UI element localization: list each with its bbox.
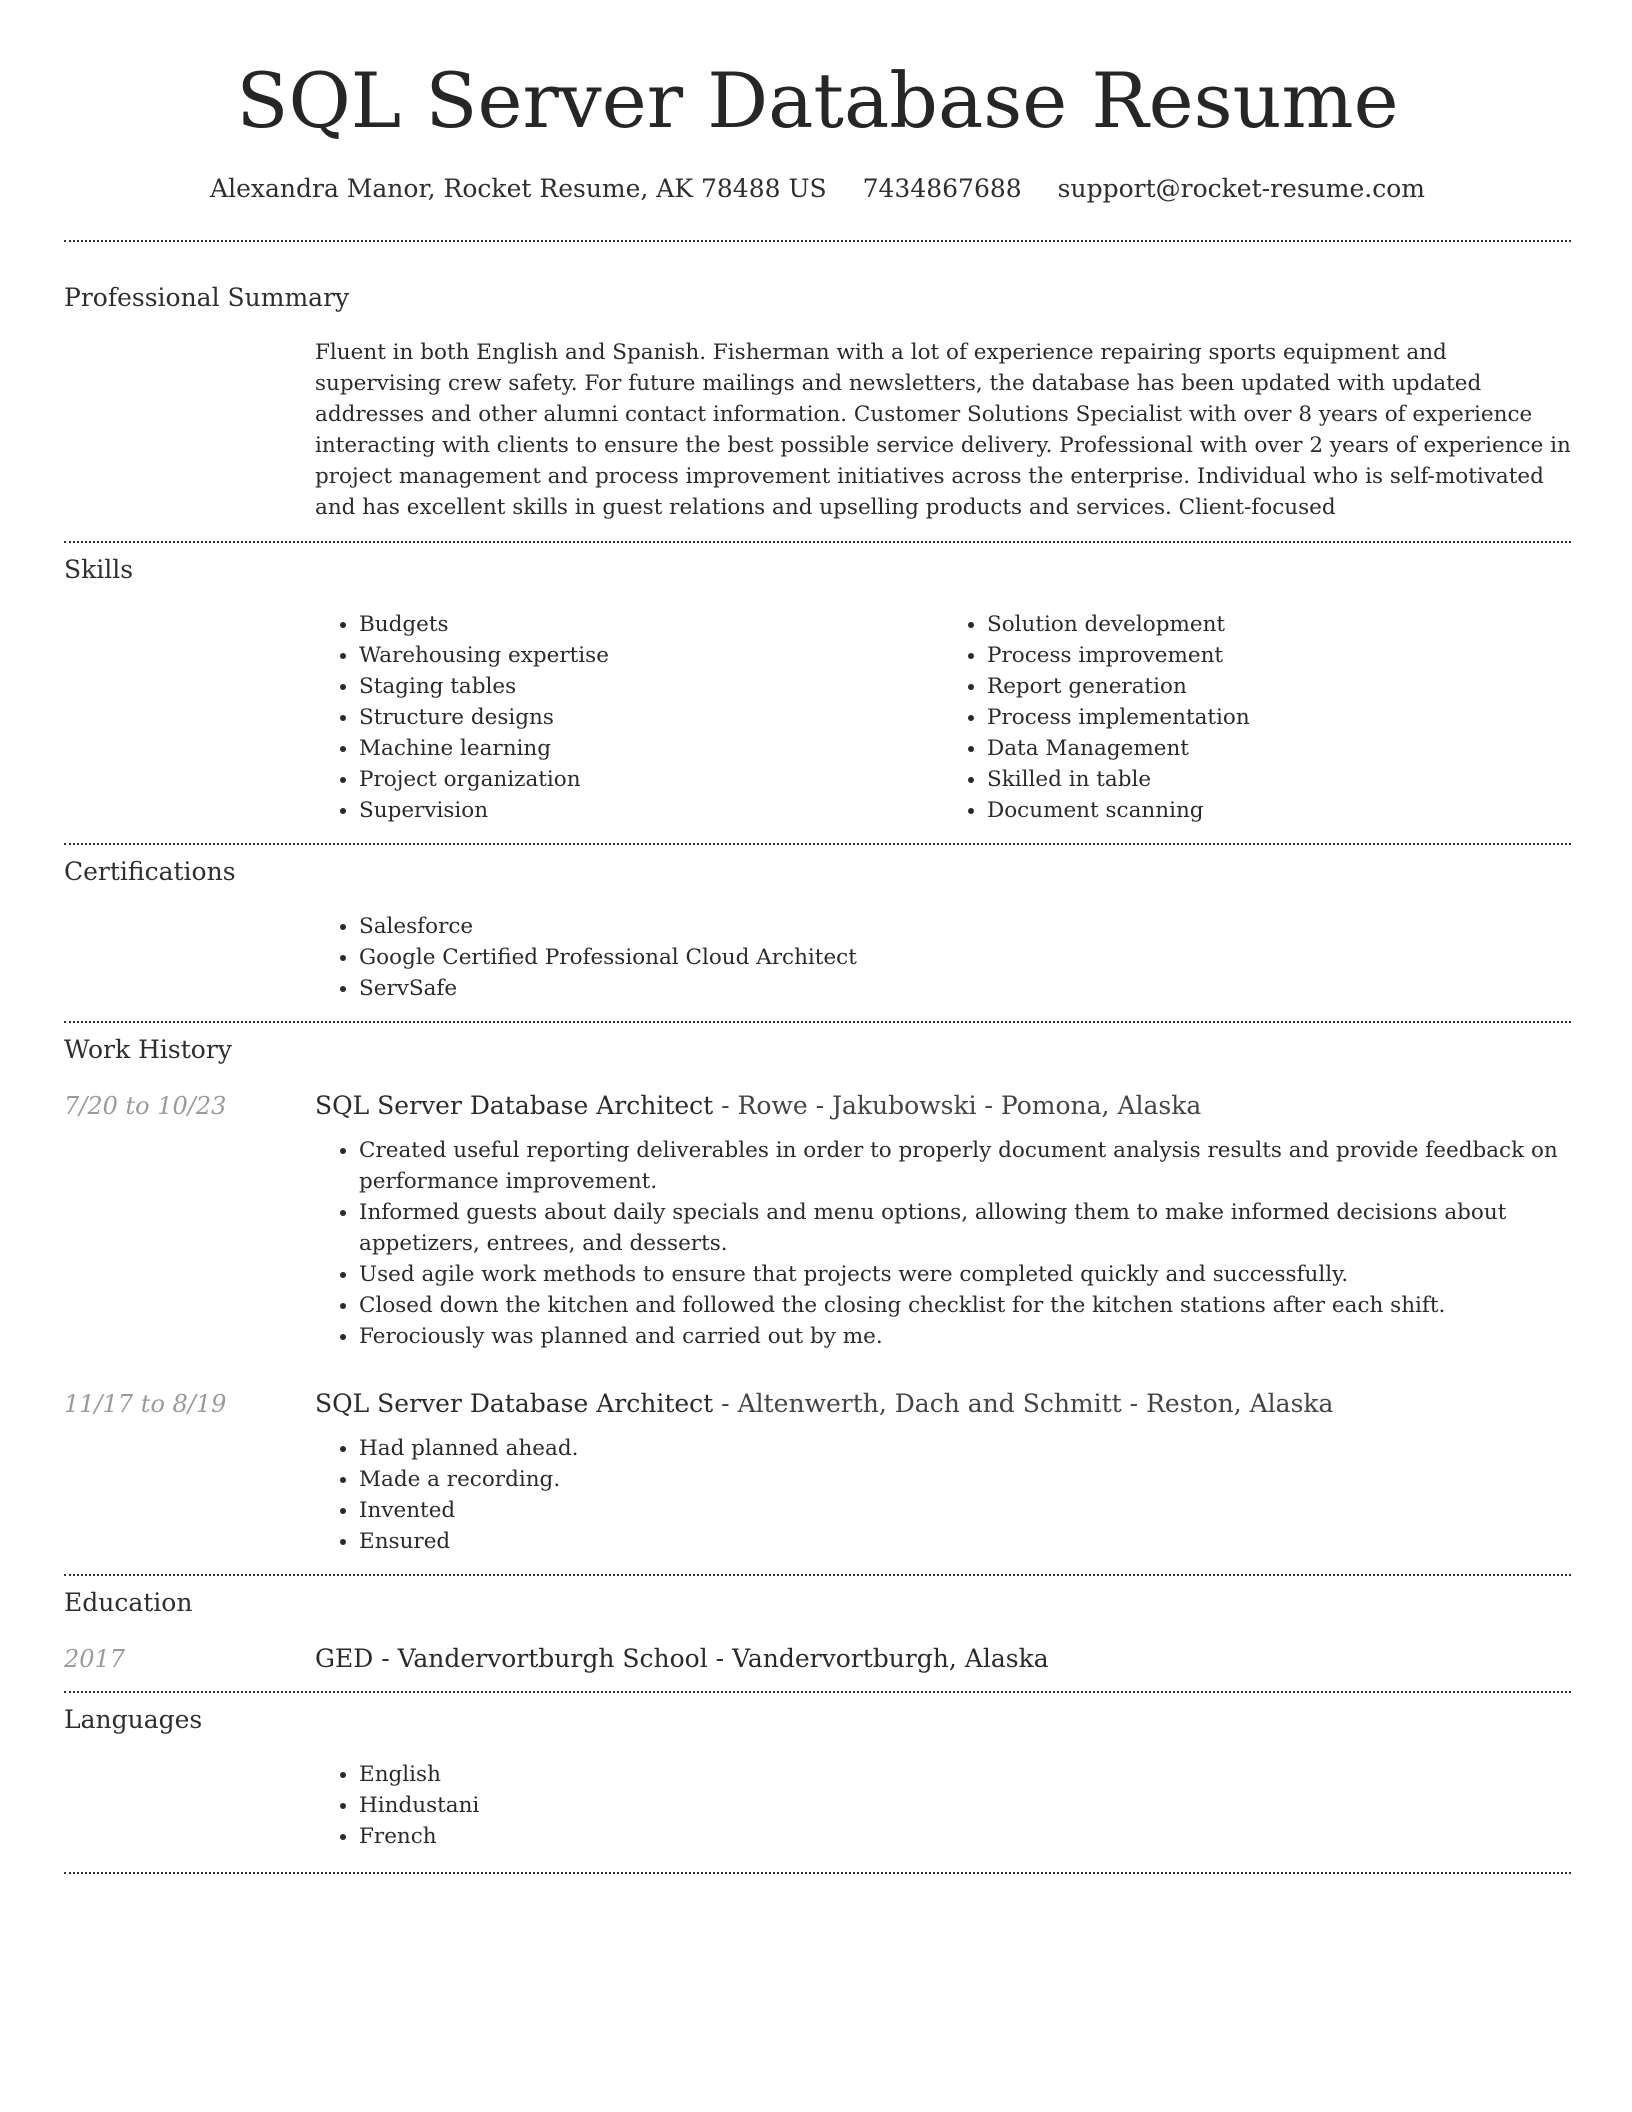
education-degree: GED - Vandervortburgh School - Vandervortburgh, Alaska — [315, 1644, 1049, 1673]
job-bullet: • Used agile work methods to ensure that projects were completed quickly and successfully. — [359, 1259, 1571, 1290]
certification-item: • Google Certified Professional Cloud Architect — [359, 942, 1571, 973]
certification-item: • Salesforce — [359, 911, 1571, 942]
contact-address: Alexandra Manor, Rocket Resume, AK 78488 US — [210, 174, 827, 203]
divider — [64, 1691, 1571, 1693]
skill-item: • Data Management — [987, 733, 1571, 764]
skill-item: • Machine learning — [359, 733, 943, 764]
divider — [64, 1574, 1571, 1576]
skill-item: • Process implementation — [987, 702, 1571, 733]
skills-column-right — [943, 609, 1571, 826]
job-title: SQL Server Database Architect — [315, 1389, 714, 1418]
job-bullet: • Invented — [359, 1495, 1571, 1526]
section-heading-skills: Skills — [64, 555, 134, 584]
skill-item: • Staging tables — [359, 671, 943, 702]
divider — [64, 1872, 1571, 1874]
contact-line — [64, 172, 1571, 206]
job-bullet: • Had planned ahead. — [359, 1433, 1571, 1464]
languages-list — [315, 1759, 1571, 1852]
divider — [64, 1021, 1571, 1023]
job-bullets — [315, 1135, 1571, 1352]
job-dates: 7/20 to 10/23 — [64, 1092, 227, 1120]
job-employer: - Altenwerth, Dach and Schmitt - Reston, Alaska — [713, 1389, 1334, 1418]
divider — [64, 541, 1571, 543]
contact-phone: 7434867688 — [862, 174, 1022, 203]
certifications-list — [315, 911, 1571, 1004]
job-title: SQL Server Database Architect — [315, 1091, 714, 1120]
job-bullet: • Made a recording. — [359, 1464, 1571, 1495]
divider — [64, 843, 1571, 845]
contact-email: support@rocket-resume.com — [1057, 174, 1425, 203]
job-bullet: • Ensured — [359, 1526, 1571, 1557]
divider — [64, 240, 1571, 242]
language-item: • Hindustani — [359, 1790, 1571, 1821]
skill-item: • Warehousing expertise — [359, 640, 943, 671]
section-heading-certifications: Certifications — [64, 857, 236, 886]
section-heading-education: Education — [64, 1588, 193, 1617]
job-dates: 11/17 to 8/19 — [64, 1390, 227, 1418]
job-entry — [64, 1089, 1571, 1123]
job-entry — [64, 1387, 1571, 1421]
section-heading-work: Work History — [64, 1035, 232, 1064]
job-bullet: • Closed down the kitchen and followed the closing checklist for the kitchen stations after each shift. — [359, 1290, 1571, 1321]
skill-item: • Supervision — [359, 795, 943, 826]
section-heading-summary: Professional Summary — [64, 283, 350, 312]
job-bullet: • Informed guests about daily specials and menu options, allowing them to make informed decisions about appetizers, entrees, and desserts. — [359, 1197, 1571, 1259]
resume-title: SQL Server Database Resume — [236, 56, 1399, 145]
language-item: • English — [359, 1759, 1571, 1790]
job-bullet: • Created useful reporting deliverables in order to properly document analysis results and provide feedback on performance improvement. — [359, 1135, 1571, 1197]
skill-item: • Budgets — [359, 609, 943, 640]
skill-item: • Project organization — [359, 764, 943, 795]
section-heading-languages: Languages — [64, 1705, 203, 1734]
skill-item: • Skilled in table — [987, 764, 1571, 795]
job-employer: - Rowe - Jakubowski - Pomona, Alaska — [713, 1091, 1202, 1120]
skill-item: • Report generation — [987, 671, 1571, 702]
skills-column-left — [315, 609, 943, 826]
skill-item: • Document scanning — [987, 795, 1571, 826]
job-heading — [315, 1387, 1333, 1421]
language-item: • French — [359, 1821, 1571, 1852]
job-bullets — [315, 1433, 1571, 1557]
summary-text: Fluent in both English and Spanish. Fisherman with a lot of experience repairing sports equipment and supervising crew safety. For future mailings and newsletters, the database has been updated with updated addresses and other alumni contact information. Customer Solutions Specialist with over 8 years of experience interacting with clients to ensure the best possible service delivery. Professional with over 2 years of experience in project management and process improvement initiatives across the enterprise. Individual who is self-motivated and has excellent skills in guest relations and upselling products and services. Client-focused — [315, 340, 1571, 520]
education-entry — [64, 1642, 1571, 1676]
job-bullet: • Ferociously was planned and carried out by me. — [359, 1321, 1571, 1352]
skill-item: • Solution development — [987, 609, 1571, 640]
education-year: 2017 — [64, 1645, 126, 1673]
job-heading — [315, 1089, 1201, 1123]
skills-list — [315, 609, 1571, 826]
skill-item: • Structure designs — [359, 702, 943, 733]
resume-page — [64, 0, 1571, 1874]
skill-item: • Process improvement — [987, 640, 1571, 671]
certification-item: • ServSafe — [359, 973, 1571, 1004]
